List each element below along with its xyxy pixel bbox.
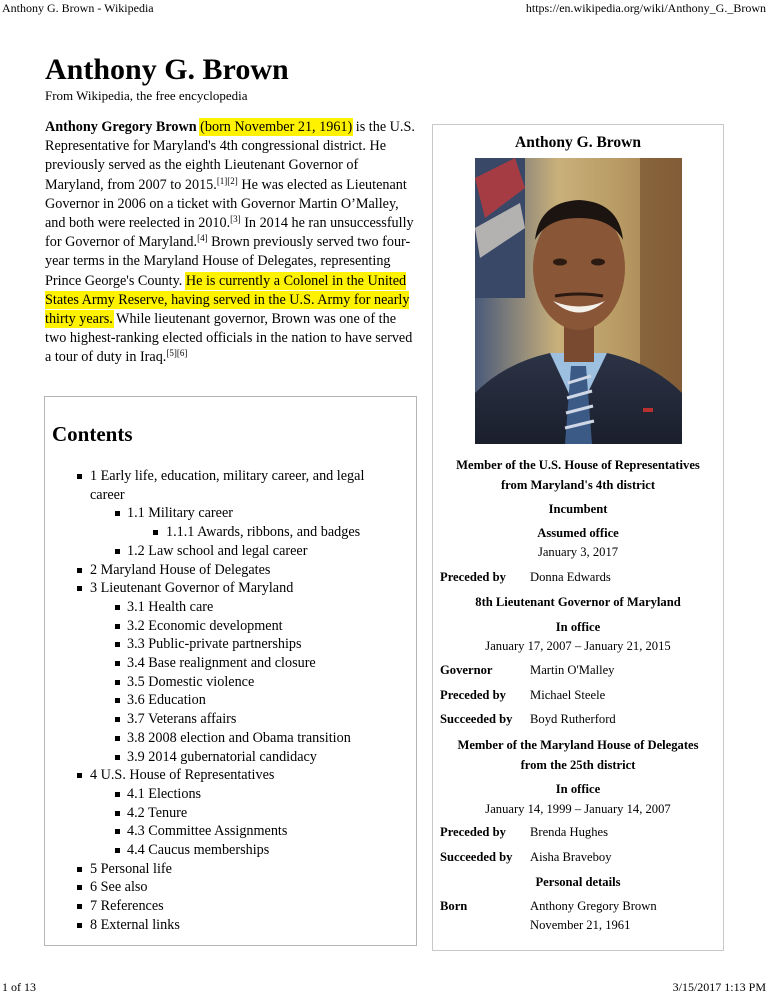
born-date: November 21, 1961 xyxy=(530,918,631,932)
office1-assumed-label: Assumed office xyxy=(537,526,619,540)
toc-item-label[interactable]: 8 External links xyxy=(90,916,180,933)
toc-item-label[interactable]: 4.3 Committee Assignments xyxy=(127,823,288,840)
bullet-icon xyxy=(115,848,120,853)
toc-item[interactable] xyxy=(45,523,418,542)
birth-date-highlight: (born November 21, 1961) xyxy=(200,119,353,135)
personal-details-heading: Personal details xyxy=(535,875,621,889)
bullet-icon xyxy=(77,885,82,890)
toc-item[interactable] xyxy=(45,542,418,561)
bullet-icon xyxy=(115,605,120,610)
bullet-icon xyxy=(115,549,120,554)
office3-status: In office xyxy=(555,782,601,796)
bullet-icon xyxy=(115,755,120,760)
toc-item[interactable] xyxy=(45,710,418,729)
toc-item-label[interactable]: 3.7 Veterans affairs xyxy=(127,711,237,728)
toc-item-label[interactable]: 3.4 Base realignment and closure xyxy=(127,655,316,672)
bullet-icon xyxy=(115,511,120,516)
office1-status: Incumbent xyxy=(548,502,608,516)
toc-item-label[interactable]: 4.2 Tenure xyxy=(127,804,188,821)
born-name: Anthony Gregory Brown xyxy=(530,899,657,913)
succeeded-by-label: Succeeded by xyxy=(440,712,513,726)
toc-item[interactable] xyxy=(45,841,418,860)
toc-item[interactable] xyxy=(45,635,418,654)
toc-item-label[interactable]: 3.1 Health care xyxy=(127,598,214,615)
preceded-by-label: Preceded by xyxy=(440,688,506,702)
toc-item[interactable] xyxy=(45,691,418,710)
office3-title-line2[interactable]: from the 25th district xyxy=(520,758,636,772)
office2-status: In office xyxy=(555,620,601,634)
print-header-page-title: Anthony G. Brown - Wikipedia xyxy=(2,1,154,15)
toc-item[interactable] xyxy=(45,916,418,935)
toc-item[interactable] xyxy=(45,804,418,823)
toc-item[interactable] xyxy=(45,673,418,692)
bullet-icon xyxy=(77,586,82,591)
toc-item-label[interactable]: 3.2 Economic development xyxy=(127,617,283,634)
toc-item[interactable] xyxy=(45,579,418,598)
bullet-icon xyxy=(115,829,120,834)
governor-label: Governor xyxy=(440,663,493,677)
bullet-icon xyxy=(153,530,158,535)
toc-item[interactable] xyxy=(45,729,418,748)
toc-title: Contents xyxy=(52,422,133,446)
toc-item-label[interactable]: 7 References xyxy=(90,898,164,915)
bullet-icon xyxy=(77,474,82,479)
bullet-icon xyxy=(115,642,120,647)
bullet-icon xyxy=(115,792,120,797)
toc-item-label[interactable]: 1.2 Law school and legal career xyxy=(127,542,308,559)
bullet-icon xyxy=(77,773,82,778)
bullet-icon xyxy=(115,736,120,741)
print-footer-timestamp: 3/15/2017 1:13 PM xyxy=(672,980,766,994)
bullet-icon xyxy=(115,717,120,722)
subject-name: Anthony Gregory Brown xyxy=(45,119,197,135)
print-header-url[interactable]: https://en.wikipedia.org/wiki/Anthony_G._Brown xyxy=(525,1,766,15)
office1-title-line1[interactable]: Member of the U.S. House of Representatives xyxy=(456,458,700,472)
toc-item-label[interactable]: 5 Personal life xyxy=(90,860,172,877)
bullet-icon xyxy=(115,811,120,816)
bullet-icon xyxy=(77,904,82,909)
succeeded-by-label: Succeeded by xyxy=(440,850,513,864)
toc-item-label[interactable]: 3.5 Domestic violence xyxy=(127,673,255,690)
bullet-icon xyxy=(77,923,82,928)
office3-dates: January 14, 1999 – January 14, 2007 xyxy=(485,802,671,816)
office2-title[interactable]: 8th Lieutenant Governor of Maryland xyxy=(475,595,681,609)
toc-item-label[interactable]: 4.1 Elections xyxy=(127,785,202,802)
intro-text-2: He was elected as Lieutenant Governor in 2006 on a ticket with Governor Martin O’Malley, and both were reelected in 2010. xyxy=(45,176,407,232)
succeeded-by-value[interactable]: Boyd Rutherford xyxy=(530,712,616,726)
born-label: Born xyxy=(440,899,468,913)
citation-link[interactable]: [3] xyxy=(230,214,241,225)
governor-value[interactable]: Martin O'Malley xyxy=(530,663,615,677)
citation-link[interactable]: [1][2] xyxy=(216,175,238,186)
toc-item-label[interactable]: 4 U.S. House of Representatives xyxy=(90,767,275,784)
toc-item[interactable] xyxy=(45,766,418,785)
toc-item[interactable] xyxy=(45,878,418,897)
bullet-icon xyxy=(115,624,120,629)
toc-item-label[interactable]: 4.4 Caucus memberships xyxy=(127,842,270,859)
bullet-icon xyxy=(115,661,120,666)
office3-title-line1[interactable]: Member of the Maryland House of Delegates xyxy=(457,738,699,752)
office1-title-line2[interactable]: from Maryland's 4th district xyxy=(500,478,656,492)
toc-item-label[interactable]: 1.1 Military career xyxy=(127,505,233,522)
toc-item-label[interactable]: 2 Maryland House of Delegates xyxy=(90,561,271,578)
intro-text-3: In 2014 he ran unsuccessfully for Governor of Maryland. xyxy=(45,215,414,251)
toc-item-label[interactable]: 3 Lieutenant Governor of Maryland xyxy=(90,580,294,597)
office2-dates: January 17, 2007 – January 21, 2015 xyxy=(485,639,671,653)
preceded-by-value[interactable]: Donna Edwards xyxy=(530,570,611,584)
toc-item-label[interactable]: 3.8 2008 election and Obama transition xyxy=(127,729,351,746)
toc-list xyxy=(45,467,418,935)
toc-item[interactable] xyxy=(45,561,418,580)
preceded-by-label: Preceded by xyxy=(440,825,506,839)
bullet-icon xyxy=(77,568,82,573)
office1-assumed-date: January 3, 2017 xyxy=(537,545,619,559)
intro-text-1: is the U.S. Representative for Maryland's 4th congressional district. He previously served as the eighth Lieutenant Governor of Maryland, from 2007 to 2015. xyxy=(45,119,415,193)
succeeded-by-value[interactable]: Aisha Braveboy xyxy=(530,850,612,864)
toc-item[interactable] xyxy=(45,785,418,804)
toc-item-label[interactable]: 6 See also xyxy=(90,879,148,896)
preceded-by-label: Preceded by xyxy=(440,570,506,584)
intro-text-5: While lieutenant governor, Brown was one of the two highest-ranking elected officials in the nation to have served a tour of duty in Iraq. xyxy=(45,311,413,366)
infobox-name: Anthony G. Brown xyxy=(515,134,641,151)
toc-item[interactable] xyxy=(45,860,418,879)
citation-link[interactable]: [5][6] xyxy=(166,348,188,359)
toc-item[interactable] xyxy=(45,748,418,767)
toc-item[interactable] xyxy=(45,897,418,916)
toc-item[interactable] xyxy=(45,504,418,523)
intro-text-4: Brown previously served two four-year terms in the Maryland House of Delegates, representing Prince George's County. xyxy=(45,234,411,289)
toc-item[interactable] xyxy=(45,822,418,841)
citation-link[interactable]: [4] xyxy=(197,233,208,244)
print-footer-page-count: 1 of 13 xyxy=(2,980,36,994)
preceded-by-value[interactable]: Michael Steele xyxy=(530,688,606,702)
toc-item[interactable] xyxy=(45,654,418,673)
preceded-by-value[interactable]: Brenda Hughes xyxy=(530,825,608,839)
toc-item-label[interactable]: 3.3 Public-private partnerships xyxy=(127,636,302,653)
toc-item[interactable] xyxy=(45,467,418,504)
military-highlight: He is currently a Colonel in the United States Army Reserve, having served in the U.S. Army for nearly thirty years. xyxy=(45,272,410,328)
toc-item-label[interactable]: 1.1.1 Awards, ribbons, and badges xyxy=(166,524,361,541)
page-subtitle: From Wikipedia, the free encyclopedia xyxy=(45,88,248,103)
page-title: Anthony G. Brown xyxy=(45,53,289,86)
portrait-photo xyxy=(475,158,682,444)
toc-item-label[interactable]: 1 Early life, education, military career, and legal career xyxy=(90,468,365,503)
bullet-icon xyxy=(115,698,120,703)
bullet-icon xyxy=(77,867,82,872)
toc-item-label[interactable]: 3.6 Education xyxy=(127,692,206,709)
intro-paragraph xyxy=(45,118,420,368)
bullet-icon xyxy=(115,680,120,685)
infobox xyxy=(432,124,724,951)
toc-item-label[interactable]: 3.9 2014 gubernatorial candidacy xyxy=(127,748,317,765)
toc-item[interactable] xyxy=(45,598,418,617)
table-of-contents xyxy=(44,396,417,946)
toc-item[interactable] xyxy=(45,617,418,636)
